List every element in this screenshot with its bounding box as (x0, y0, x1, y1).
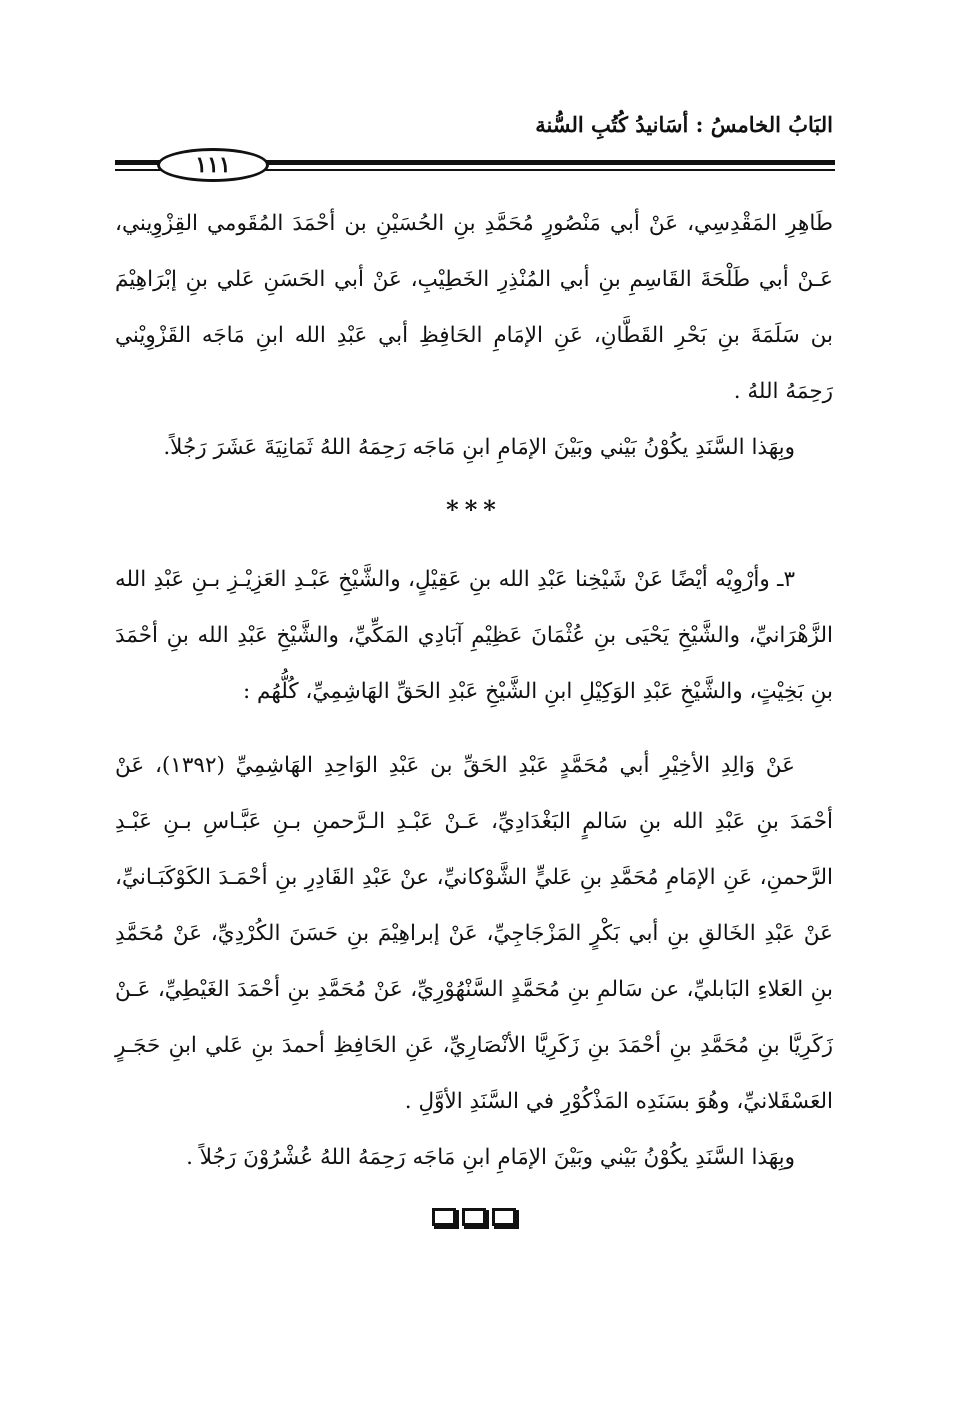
header-rule (115, 148, 835, 184)
paragraph-gap (115, 720, 833, 738)
end-of-section-boxes-icon (115, 1208, 833, 1226)
page-number-badge: ١١١ (157, 148, 269, 182)
ornament-box-icon (432, 1208, 456, 1226)
paragraph-chain-end: طَاهِرِ المَقْدِسِي، عَنْ أبي مَنْصُورٍ مُحَمَّدِ بنِ الحُسَيْنِ بن أحْمَدَ المُقَومي القِزْوِيني، عَـنْ أبي طَلْحَةَ القَاسِمِ بنِ أبي المُنْذِرِ الخَطِيْبِ، عَنْ أبي الحَسَنِ عَلي بنِ إبْرَاهِيْمَ بن سَلَمَةَ بنِ بَحْرِ القَطَّانِ، عَنِ الإمَامِ الحَافِظِ أبي عَبْدِ الله ابنِ مَاجَه القَزْوِيْني رَحِمَهُ اللهُ . (115, 211, 833, 404)
ornament-box-icon (492, 1208, 516, 1226)
paragraph-third-chain: ٣ـ وأرْوِيْه أيْضًا عَنْ شَيْخِنا عَبْدِ الله بنِ عَقِيْلٍ، والشَّيْخِ عَبْـدِ العَزِيْـزِ بـنِ عَبْدِ الله الزَّهْرَانيِّ، والشَّيْخِ يَحْيَى بنِ عُثْمَانَ عَظِيْمِ آبَادِي المَكِّيِّ، والشَّيْخِ عَبْدِ الله بنِ أحْمَدَ بنِ بَخِيْتٍ، والشَّيْخِ عَبْدِ الوَكِيْلِ ابنِ الشَّيْخِ عَبْدِ الحَقِّ الهَاشِمِيِّ، كُلُّهُم : (115, 567, 833, 704)
main-text (115, 196, 833, 1226)
paragraph-chain-count-1: وبِهَذا السَّنَدِ يكُوْنُ بَيْني وبَيْنَ الإمَامِ ابنِ مَاجَه رَحِمَهُ اللهُ ثَمَانِيَةَ عَشَرَ رَجُلاً. (163, 435, 795, 460)
section-separator: *** (446, 495, 502, 524)
paragraph-chain-count-2: وبِهَذا السَّنَدِ يكُوْنُ بَيْني وبَيْنَ الإمَامِ ابنِ مَاجَه رَحِمَهُ اللهُ عُشْرُوْنَ رَجُلاً . (186, 1145, 795, 1170)
paragraph-third-chain-detail: عَنْ وَالِدِ الأخِيْرِ أبي مُحَمَّدٍ عَبْدِ الحَقِّ بن عَبْدِ الوَاحِدِ الهَاشِمِيِّ (١٣٩٢)، عَنْ أحْمَدَ بنِ عَبْدِ الله بنِ سَالمٍ البَغْدَادِيِّ، عَـنْ عَبْـدِ الـرَّحمنِ بـنِ عَبَّـاسِ بـنِ عَبْـدِ الرَّحمنِ، عَنِ الإمَامِ مُحَمَّدِ بنِ عَليٍّ الشَّوْكانيِّ، عنْ عَبْدِ القَادِرِ بنِ أحْمَـدَ الكَوْكَبَـانيِّ، عَنْ عَبْدِ الخَالقِ بنِ أبي بَكْرٍ المَزْجَاجِيِّ، عَنْ إبراهِيْمَ بنِ حَسَنَ الكُرْدِيِّ، عَنْ مُحَمَّدِ بنِ العَلاءِ البَابليِّ، عن سَالمِ بنِ مُحَمَّدٍ السَّنْهُوْرِيِّ، عَنْ مُحَمَّدِ بنِ أحْمَدَ الغَيْطِيِّ، عَـنْ زَكَرِيَّا بنِ مُحَمَّدِ بنِ أحْمَدَ بنِ زَكَرِيَّا الأنْصَارِيِّ، عَنِ الحَافِظِ أحمدَ بنِ عَلي ابنِ حَجَـرٍ العَسْقَلانيِّ، وهُوَ بسَنَدِه المَذْكُوْرِ في السَّنَدِ الأوَّلِ . (115, 753, 833, 1114)
running-header-title: البَابُ الخامسُ : أسَانيدُ كُتُبِ السُّنة (535, 112, 833, 137)
ornament-box-icon (462, 1208, 486, 1226)
